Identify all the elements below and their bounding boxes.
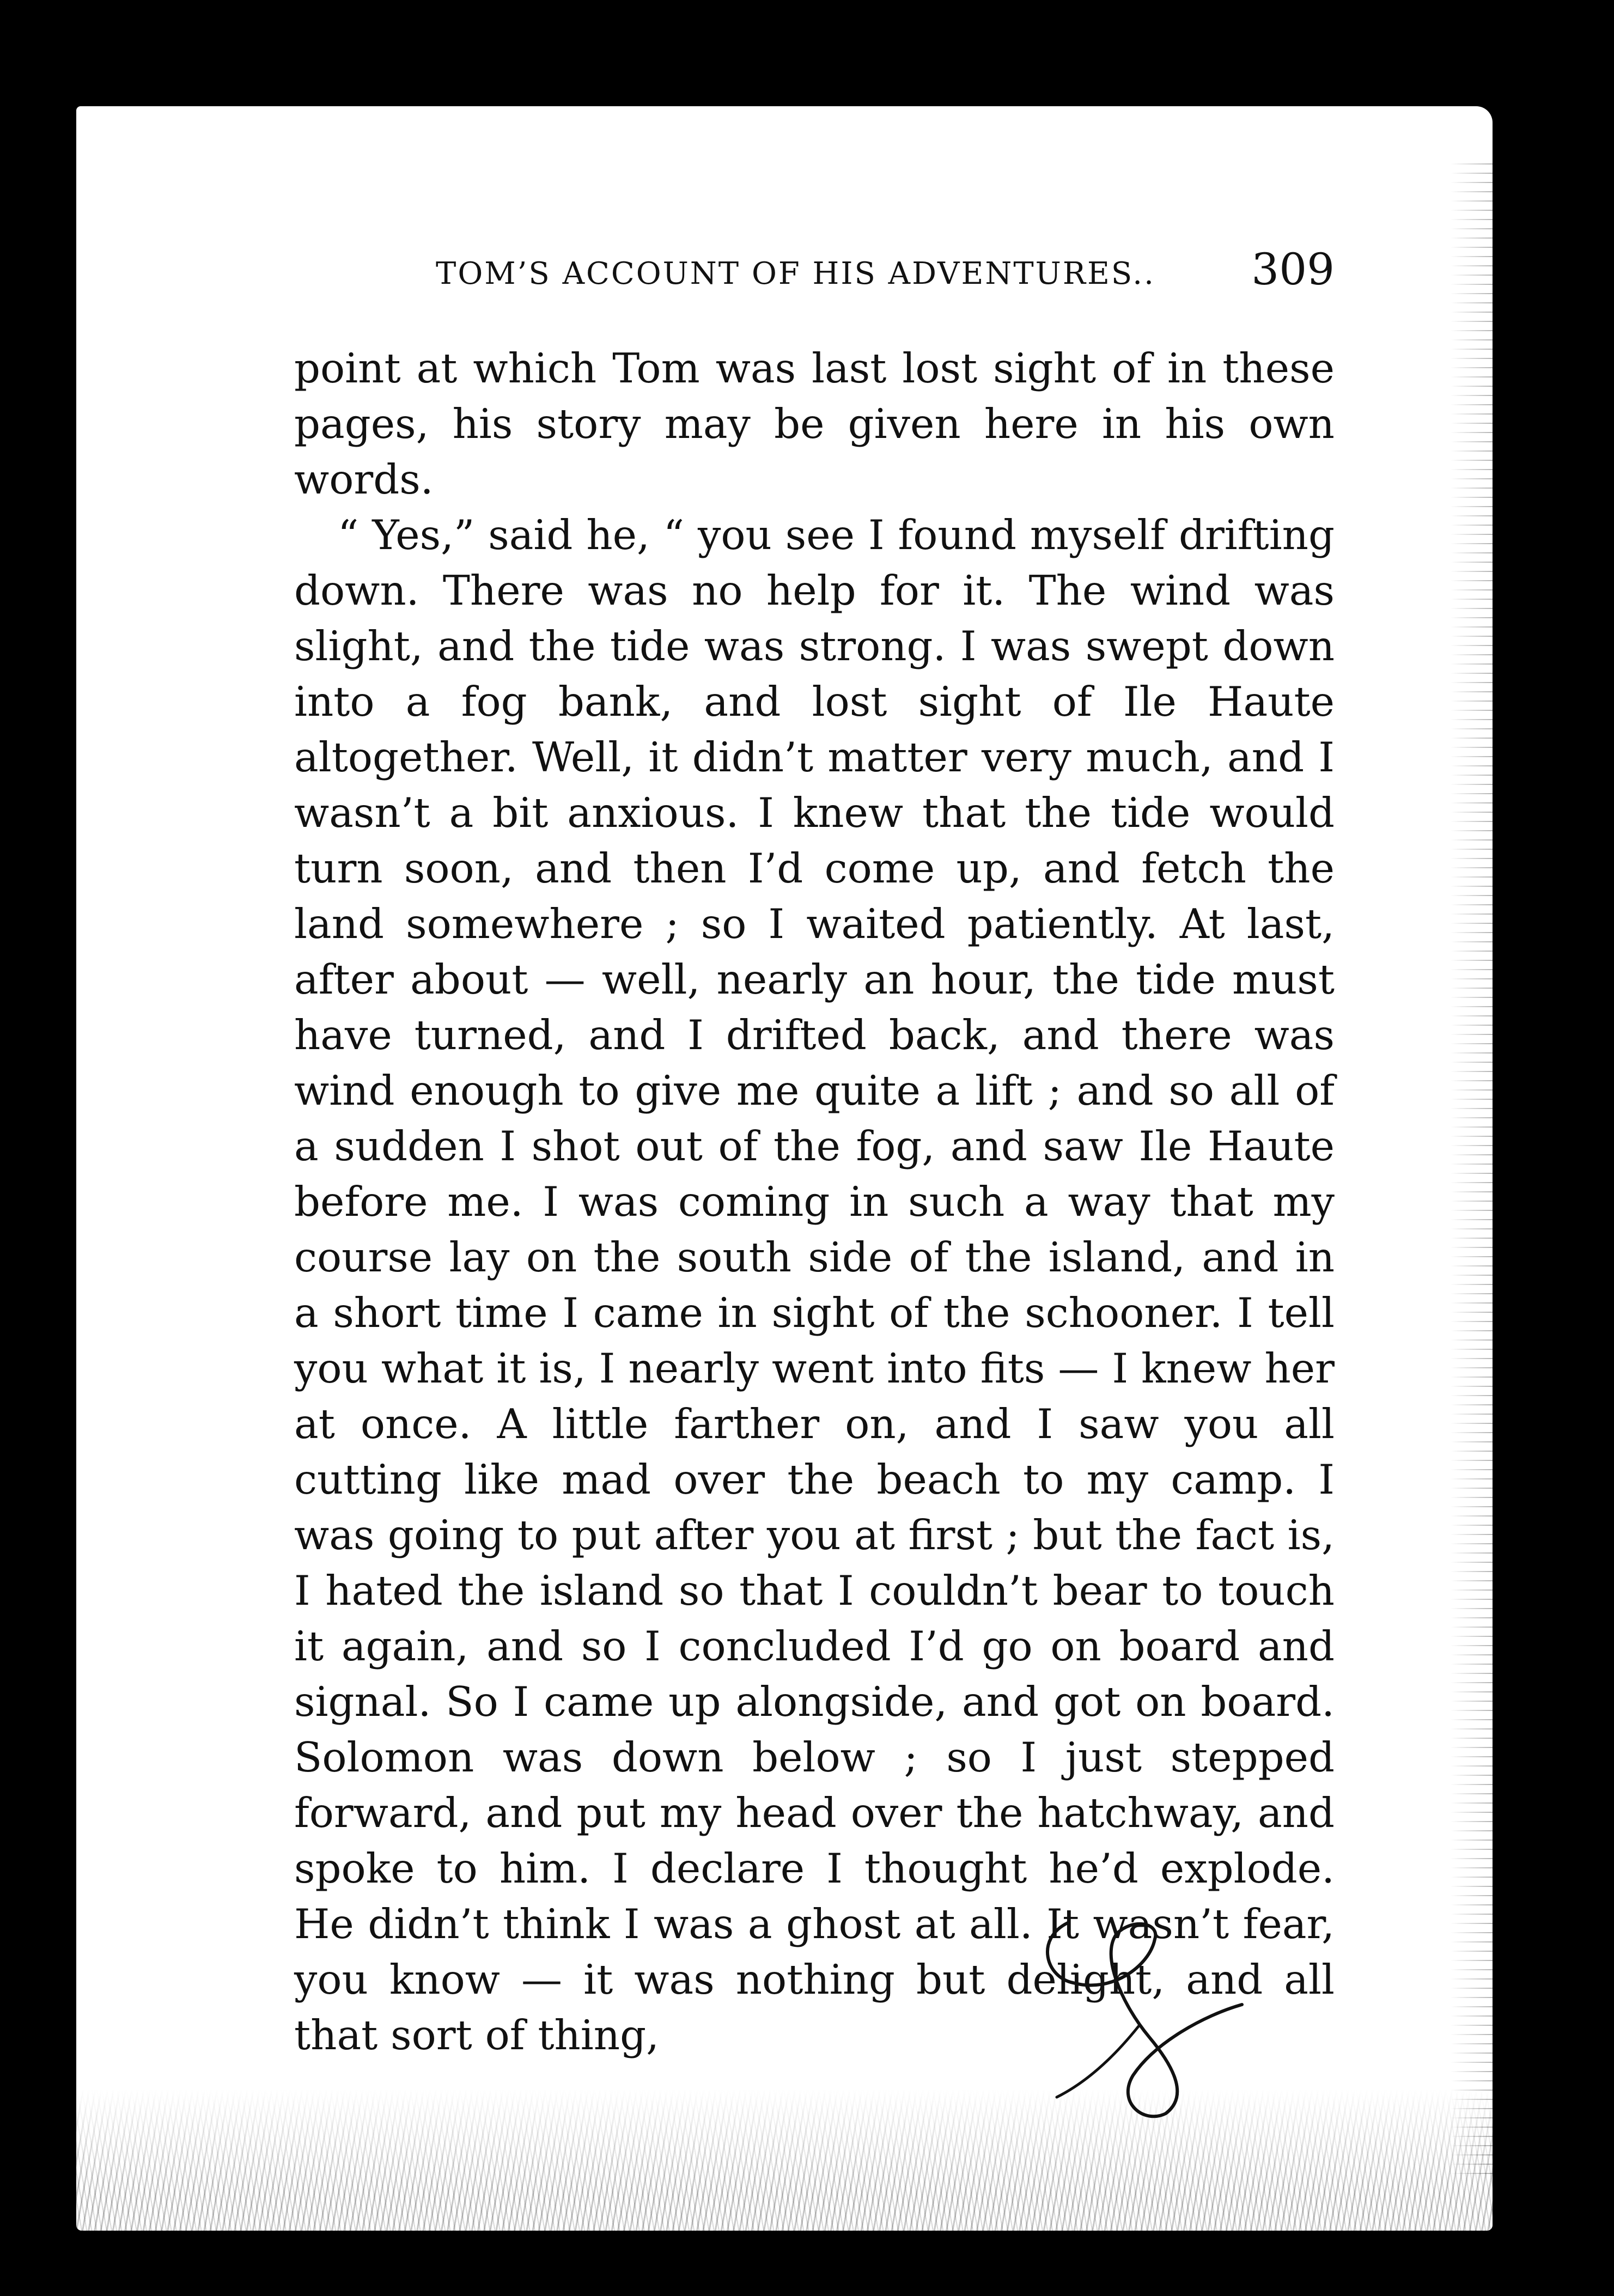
running-head [436, 240, 1335, 294]
paragraph: point at which Tom was last lost sight of in these pages, his story may be given here in his own words. [294, 344, 1335, 503]
body-text [294, 340, 1335, 2084]
pen-scribble-mark [1024, 1917, 1269, 2124]
running-title: TOM’S ACCOUNT OF HIS ADVENTURES.. [436, 256, 1155, 291]
paragraph: “ Yes,” said he, “ you see I found myself drifting down. There was no help for it. The wind was slight, and the tide was strong. I was swept down into a fog bank, and lost sight of Ile Haute altogether. Well, it didn’t matter very much, and I wasn’t a bit anxious. I knew that the tide would turn soon, and then I’d come up, and fetch the land somewhere ; so I waited patiently. At last, after about — well, nearly an hour, the tide must have turned, and I drifted back, and there was wind enough to give me quite a lift ; and so all of a sudden I shot out of the fog, and saw Ile Haute before me. I was coming in such a way that my course lay on the south side of the island, and in a short time I came in sight of the schooner. I tell you what it is, I nearly went into fits — I knew her at once. A little farther on, and I saw you all cutting like mad over the beach to my camp. I was going to put after you at first ; but the fact is, I hated the island so that I couldn’t bear to touch it again, and so I concluded I’d go on board and signal. So I came up alongside, and got on board. Solomon was down below ; so I just stepped forward, and put my head over the hatchway, and spoke to him. I declare I thought he’d explode. He didn’t think I was a ghost at all. It wasn’t fear, you know — it was nothing but delight, and all that sort of thing, [294, 511, 1335, 2059]
page-edge-noise [1451, 163, 1500, 2179]
page-number: 309 [1251, 244, 1335, 295]
